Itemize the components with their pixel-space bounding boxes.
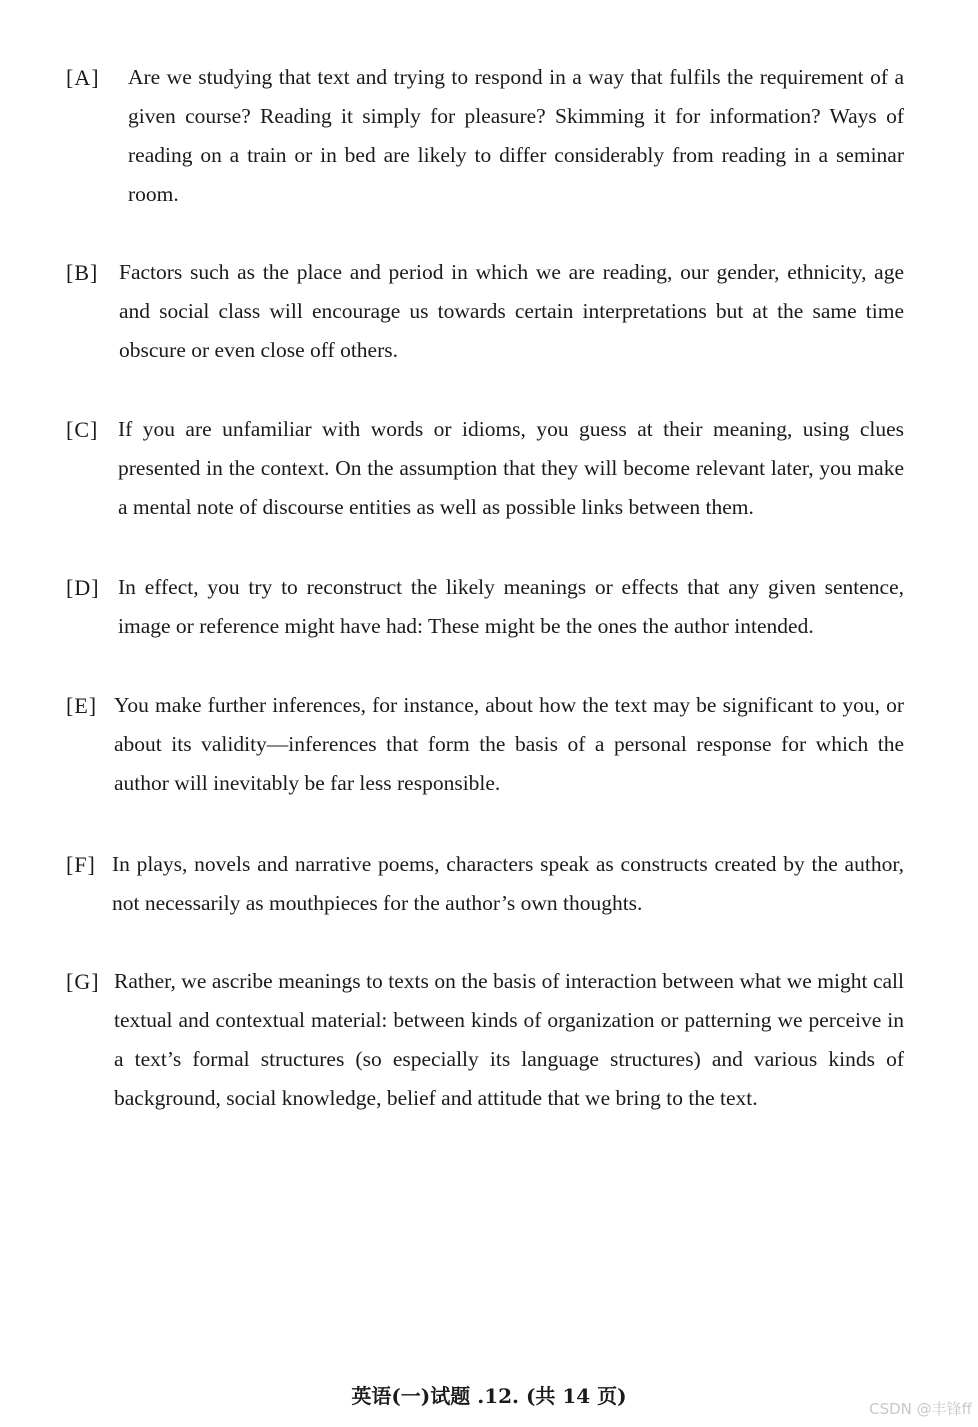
option-text: Are we studying that text and trying to respond in a way that fulfils the requirement of a given course? Reading it simply for pleasure? Skimming it for information? Ways of reading on a train or in bed are likely to differ considerably from reading in a seminar room. (128, 65, 904, 206)
page-footer: 英语(一)试题 .12. (共 14 页) (351, 1384, 627, 1408)
option-letter: [D] (66, 575, 100, 600)
option-f (66, 845, 904, 923)
option-letter: [B] (66, 260, 99, 285)
option-g (66, 962, 904, 1118)
option-e (66, 686, 904, 803)
option-b (66, 253, 904, 370)
option-text: In plays, novels and narrative poems, characters speak as constructs created by the author, not necessarily as mouthpieces for the author’s own thoughts. (112, 852, 904, 915)
option-letter: [E] (66, 693, 98, 718)
option-text: You make further inferences, for instance, about how the text may be significant to you, or about its validity—inferences that form the basis of a personal response for which the author will inevitably be far less responsible. (114, 693, 904, 795)
option-letter: [A] (66, 65, 100, 90)
option-letter: [C] (66, 417, 99, 442)
option-a (66, 58, 904, 214)
option-letter: [F] (66, 852, 96, 877)
option-c (66, 410, 904, 527)
option-text: Rather, we ascribe meanings to texts on the basis of interaction between what we might call textual and contextual material: between kinds of organization or patterning we perceive in a text’s formal structures (so especially its language structures) and various kinds of background, social knowledge, belief and attitude that we bring to the text. (114, 969, 904, 1110)
watermark: CSDN @丰锋ff (869, 1400, 972, 1418)
option-text: In effect, you try to reconstruct the likely meanings or effects that any given sentence, image or reference might have had: These might be the ones the author intended. (118, 575, 904, 638)
option-text: Factors such as the place and period in which we are reading, our gender, ethnicity, age and social class will encourage us towards certain interpretations but at the same time obscure or even close off others. (119, 260, 904, 362)
option-d (66, 568, 904, 646)
option-letter: [G] (66, 969, 100, 994)
option-text: If you are unfamiliar with words or idioms, you guess at their meaning, using clues presented in the context. On the assumption that they will become relevant later, you make a mental note of discourse entities as well as possible links between them. (118, 417, 904, 519)
